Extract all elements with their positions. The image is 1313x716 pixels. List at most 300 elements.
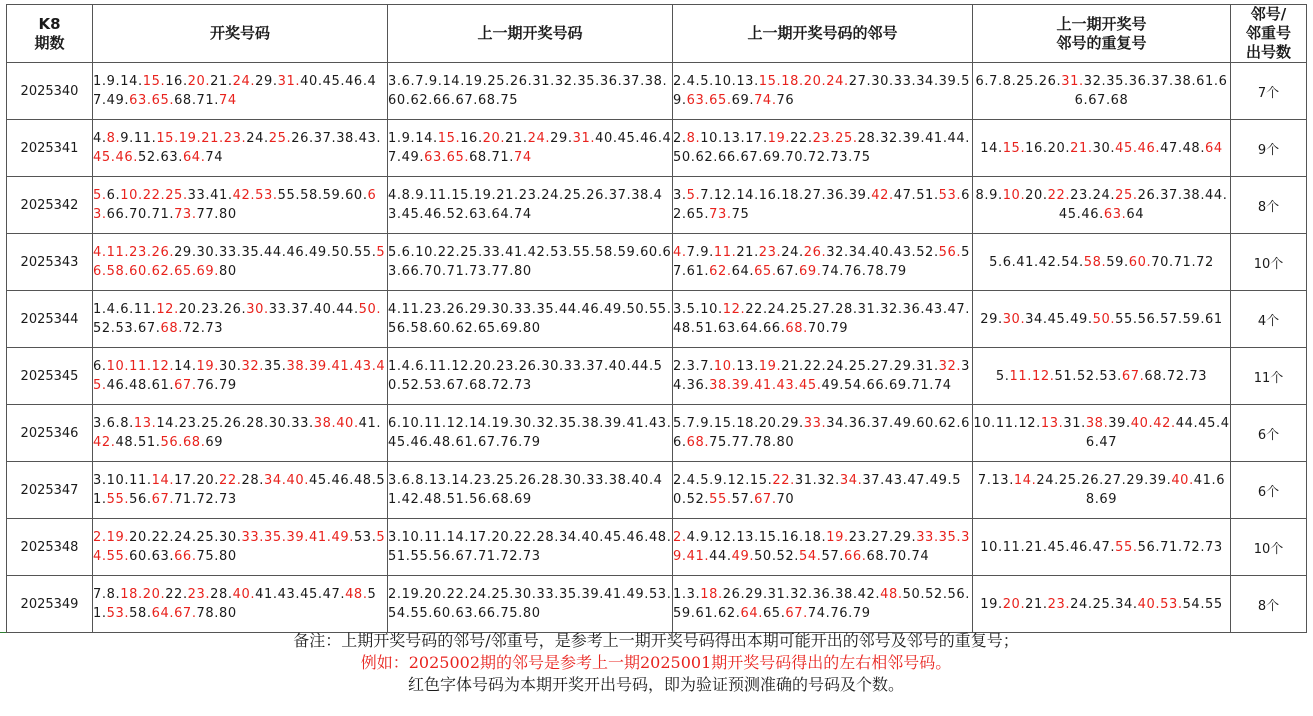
separator: .	[200, 321, 206, 336]
separator: .	[317, 188, 323, 203]
neighbors-number: 57	[821, 549, 840, 564]
draw-number: 44	[264, 245, 282, 260]
separator: .	[214, 245, 220, 260]
separator: .	[477, 131, 483, 146]
neighbors-number: 29	[745, 587, 763, 602]
separator: .	[621, 302, 627, 317]
neighbors-number: 69	[888, 378, 907, 393]
separator: .	[799, 530, 804, 545]
prev-number: 2	[388, 587, 397, 602]
draw-number: 50	[358, 302, 377, 317]
separator: .	[754, 416, 759, 431]
prev-number: 35	[559, 416, 577, 431]
draw-number: 38	[313, 416, 332, 431]
prev-cell	[388, 576, 673, 633]
neighbors-number: 34	[848, 245, 867, 260]
separator: .	[626, 359, 632, 374]
repeat-number: 53	[1099, 368, 1118, 384]
repeat-number: 31	[1063, 416, 1082, 431]
separator: .	[771, 93, 777, 108]
separator: .	[1099, 473, 1104, 488]
separator: .	[509, 416, 515, 431]
separator: .	[695, 416, 701, 431]
separator: .	[1146, 254, 1152, 270]
separator: .	[1155, 188, 1161, 203]
separator: .	[227, 74, 233, 89]
draw-number: 26	[291, 131, 309, 146]
separator: .	[169, 359, 175, 374]
draw-number: 56	[160, 435, 179, 450]
separator: .	[648, 188, 654, 203]
neighbors-number: 49	[929, 473, 948, 488]
separator: .	[861, 378, 867, 393]
separator: .	[304, 245, 309, 260]
neighbors-number: 62	[938, 416, 957, 431]
draw-number: 7	[93, 587, 102, 602]
repeat-number: 72	[1166, 368, 1185, 384]
separator: .	[704, 207, 710, 222]
separator: .	[681, 74, 687, 89]
separator: .	[821, 359, 827, 374]
separator: .	[731, 359, 737, 374]
separator: .	[410, 359, 416, 374]
separator: .	[695, 473, 701, 488]
separator: .	[340, 74, 346, 89]
separator: .	[396, 530, 402, 545]
separator: .	[518, 321, 523, 336]
prev-number: 55	[410, 606, 429, 621]
count-cell: 7个	[1231, 63, 1307, 120]
separator: .	[419, 302, 425, 317]
separator: .	[771, 549, 777, 564]
repeat-number: 73	[1205, 539, 1223, 555]
draw-number: 11	[133, 131, 152, 146]
draw-number: 26	[223, 302, 242, 317]
separator: .	[1177, 140, 1183, 156]
draw-cell	[93, 234, 388, 291]
separator: .	[196, 302, 202, 317]
separator: .	[550, 74, 555, 89]
separator: .	[214, 606, 220, 621]
neighbors-number: 50	[902, 587, 921, 602]
draw-number: 30	[268, 416, 287, 431]
neighbors-number: 9	[713, 473, 723, 488]
separator: .	[101, 207, 107, 222]
prev-number: 10	[415, 245, 433, 260]
separator: .	[735, 321, 741, 336]
draw-number: 41	[210, 188, 228, 203]
repeat-number: 54	[1061, 254, 1080, 270]
repeat-number: 29	[1126, 473, 1145, 488]
count-cell: 4个	[1231, 291, 1307, 348]
prev-number: 55	[410, 549, 429, 564]
separator: .	[428, 549, 433, 564]
neighbors-number: 32	[880, 302, 898, 317]
separator: .	[1184, 368, 1190, 384]
separator: .	[1054, 473, 1059, 488]
separator: .	[1132, 311, 1138, 327]
separator: .	[1191, 74, 1197, 89]
separator: .	[857, 473, 863, 488]
draw-number: 48	[353, 473, 372, 488]
period-cell: 2025346	[7, 405, 93, 462]
neighbors-number: 13	[736, 74, 755, 89]
neighbors-number: 73	[830, 150, 849, 165]
separator: .	[603, 188, 609, 203]
prev-number: 49	[626, 587, 645, 602]
neighbors-number: 61	[686, 264, 705, 279]
separator: .	[146, 264, 152, 279]
separator: .	[1155, 596, 1161, 612]
neighbors-number: 75	[852, 150, 871, 165]
separator: .	[514, 188, 519, 203]
separator: .	[326, 245, 332, 260]
separator: .	[410, 74, 416, 89]
neighbors-number: 36	[826, 188, 844, 203]
repeat-number: 67	[1088, 93, 1106, 108]
prev-number: 34	[559, 530, 577, 545]
repeat-number: 40	[1171, 473, 1190, 488]
neighbors-number: 14	[736, 188, 755, 203]
separator: .	[1110, 140, 1116, 156]
separator: .	[326, 473, 332, 488]
repeat-number: 20	[1025, 188, 1043, 203]
repeat-number: 72	[1182, 539, 1201, 555]
neighbors-number: 31	[767, 587, 786, 602]
separator: .	[464, 264, 470, 279]
neighbors-number: 62	[717, 606, 736, 621]
separator: .	[888, 359, 894, 374]
header-draw: 开奖号码	[93, 5, 388, 63]
separator: .	[726, 549, 732, 564]
separator: .	[1177, 539, 1183, 555]
separator: .	[933, 359, 939, 374]
neighbors-cell	[673, 291, 973, 348]
draw-number: 43	[358, 131, 377, 146]
neighbors-number: 21	[736, 245, 755, 260]
neighbors-number: 49	[893, 416, 912, 431]
prev-number: 37	[622, 74, 641, 89]
draw-number: 20	[129, 530, 147, 545]
separator: .	[559, 188, 564, 203]
prev-number: 20	[491, 530, 510, 545]
repeat-number: 8	[975, 188, 985, 203]
separator: .	[151, 131, 157, 146]
neighbors-number: 5	[673, 416, 682, 431]
draw-number: 12	[156, 302, 175, 317]
separator: .	[603, 473, 609, 488]
separator: .	[599, 530, 604, 545]
separator: .	[473, 321, 478, 336]
separator: .	[880, 473, 885, 488]
separator: .	[133, 321, 138, 336]
separator: .	[866, 530, 872, 545]
separator: .	[1065, 596, 1071, 612]
separator: .	[441, 378, 447, 393]
separator: .	[419, 207, 425, 222]
separator: .	[776, 188, 782, 203]
neighbors-number: 27	[871, 359, 889, 374]
neighbors-number: 43	[884, 473, 903, 488]
draw-number: 23	[201, 302, 220, 317]
prev-number: 11	[424, 416, 442, 431]
separator: .	[146, 378, 152, 393]
separator: .	[473, 93, 478, 108]
neighbors-number: 52	[686, 492, 705, 507]
separator: .	[749, 435, 755, 450]
separator: .	[137, 74, 143, 89]
separator: .	[115, 416, 121, 431]
separator: .	[635, 245, 641, 260]
separator: .	[450, 93, 456, 108]
prev-number: 24	[541, 188, 559, 203]
repeat-number: 68	[1085, 473, 1226, 507]
neighbors-number: 74	[807, 606, 826, 621]
separator: .	[754, 359, 759, 374]
draw-number: 43	[353, 359, 372, 374]
neighbors-number: 21	[781, 359, 800, 374]
separator: .	[214, 93, 220, 108]
separator: .	[110, 435, 116, 450]
prev-number: 68	[477, 93, 496, 108]
draw-number: 68	[160, 321, 179, 336]
neighbors-number: 43	[776, 378, 795, 393]
neighbors-number: 36	[848, 416, 867, 431]
draw-number: 23	[129, 245, 147, 260]
prev-number: 11	[428, 359, 447, 374]
draw-number: 14	[120, 74, 138, 89]
separator: .	[304, 530, 309, 545]
draw-number: 11	[133, 302, 152, 317]
separator: .	[396, 264, 402, 279]
separator: .	[1144, 473, 1149, 488]
prev-number: 20	[473, 359, 492, 374]
separator: .	[205, 587, 211, 602]
repeat-number: 36	[1128, 74, 1147, 89]
separator: .	[666, 587, 672, 602]
separator: .	[146, 606, 152, 621]
separator: .	[572, 74, 578, 89]
prev-number: 14	[415, 131, 433, 146]
separator: .	[191, 549, 197, 564]
header-period: K8 期数	[7, 5, 93, 63]
note-line-2: 例如：2025002期的邻号是参考上一期2025001期开奖号码得出的左右相邻号码。	[360, 653, 952, 672]
draw-number: 56	[129, 492, 147, 507]
separator: .	[599, 302, 604, 317]
separator: .	[151, 416, 157, 431]
separator: .	[785, 131, 791, 146]
separator: .	[704, 549, 710, 564]
repeat-number: 52	[1076, 368, 1095, 384]
separator: .	[205, 188, 211, 203]
neighbors-number: 24	[781, 245, 800, 260]
neighbors-number: 22	[803, 359, 822, 374]
separator: .	[146, 549, 152, 564]
neighbors-number: 62	[695, 150, 714, 165]
prev-number: 39	[581, 587, 600, 602]
draw-number: 63	[129, 93, 147, 108]
separator: .	[1072, 368, 1077, 384]
table-row	[7, 462, 1307, 519]
separator: .	[371, 359, 377, 374]
separator: .	[1191, 254, 1197, 270]
separator: .	[731, 530, 737, 545]
separator: .	[419, 378, 425, 393]
separator: .	[1079, 74, 1084, 89]
draw-number: 67	[151, 492, 170, 507]
separator: .	[169, 492, 175, 507]
separator: .	[776, 359, 782, 374]
separator: .	[1117, 368, 1122, 384]
neighbors-number: 39	[902, 131, 921, 146]
prev-number: 40	[581, 530, 600, 545]
neighbors-number: 29	[893, 359, 912, 374]
prev-number: 63	[424, 150, 442, 165]
separator: .	[1042, 311, 1048, 327]
prev-number: 31	[572, 131, 591, 146]
prev-number: 53	[424, 378, 442, 393]
separator: .	[486, 492, 492, 507]
separator: .	[771, 264, 777, 279]
draw-cell	[93, 291, 388, 348]
neighbors-number: 41	[754, 378, 772, 393]
separator: .	[933, 530, 939, 545]
separator: .	[353, 416, 359, 431]
prev-number: 69	[500, 321, 519, 336]
period-cell: 2025345	[7, 348, 93, 405]
separator: .	[1146, 74, 1152, 89]
separator: .	[595, 74, 600, 89]
separator: .	[640, 74, 645, 89]
separator: .	[205, 74, 211, 89]
separator: .	[169, 207, 175, 222]
separator: .	[1200, 311, 1206, 327]
neighbors-number: 9	[700, 245, 710, 260]
repeat-number: 16	[1025, 140, 1043, 156]
separator: .	[776, 416, 782, 431]
separator: .	[897, 302, 903, 317]
separator: .	[146, 359, 152, 374]
separator: .	[576, 530, 582, 545]
separator: .	[362, 74, 368, 89]
separator: .	[264, 131, 269, 146]
neighbors-number: 48	[880, 587, 898, 602]
draw-cell	[93, 348, 388, 405]
separator: .	[771, 378, 777, 393]
separator: .	[101, 188, 107, 203]
separator: .	[473, 435, 478, 450]
separator: .	[1103, 416, 1109, 431]
neighbors-number: 15	[758, 74, 777, 89]
neighbors-number: 18	[781, 188, 800, 203]
neighbors-number: 49	[821, 378, 840, 393]
prev-number: 58	[410, 321, 429, 336]
draw-number: 40	[313, 302, 332, 317]
prev-number: 69	[514, 492, 532, 507]
repeat-number: 5	[989, 254, 998, 270]
repeat-number: 48	[1182, 140, 1201, 156]
prev-number: 13	[428, 473, 447, 488]
neighbors-number: 23	[848, 530, 867, 545]
neighbors-number: 17	[745, 131, 763, 146]
draw-number: 51	[93, 587, 377, 621]
separator: .	[531, 416, 537, 431]
prev-number: 52	[401, 378, 420, 393]
separator: .	[1036, 416, 1041, 431]
prev-number: 14	[469, 416, 487, 431]
repeat-cell	[973, 63, 1231, 120]
separator: .	[576, 587, 582, 602]
separator: .	[464, 587, 470, 602]
separator: .	[1031, 473, 1037, 488]
separator: .	[241, 416, 247, 431]
repeat-number: 31	[1061, 74, 1080, 89]
separator: .	[621, 530, 627, 545]
repeat-number: 51	[1054, 368, 1073, 384]
prev-number: 33	[586, 473, 604, 488]
separator: .	[446, 359, 452, 374]
separator: .	[1121, 473, 1127, 488]
neighbors-number: 2	[673, 359, 682, 374]
repeat-number: 14	[1013, 473, 1032, 488]
separator: .	[956, 359, 962, 374]
draw-number: 41	[358, 416, 377, 431]
separator: .	[717, 587, 723, 602]
draw-number: 21	[210, 74, 228, 89]
neighbors-number: 67	[754, 492, 772, 507]
separator: .	[410, 188, 416, 203]
separator: .	[844, 74, 849, 89]
separator: .	[182, 188, 188, 203]
separator: .	[1099, 207, 1104, 222]
neighbors-number: 28	[857, 131, 876, 146]
separator: .	[410, 245, 416, 260]
table-row	[7, 177, 1307, 234]
prev-number: 79	[522, 435, 541, 450]
neighbors-number: 11	[713, 245, 732, 260]
separator: .	[419, 492, 425, 507]
neighbors-number: 22	[790, 131, 808, 146]
separator: .	[115, 74, 121, 89]
draw-number: 55	[353, 245, 372, 260]
draw-number: 61	[151, 378, 170, 393]
separator: .	[182, 587, 188, 602]
neighbors-number: 26	[803, 245, 822, 260]
neighbors-number: 70	[888, 549, 907, 564]
prev-number: 46	[640, 131, 658, 146]
repeat-number: 68	[1144, 368, 1163, 384]
neighbors-number: 25	[790, 302, 808, 317]
prev-number: 16	[460, 131, 478, 146]
separator: .	[1110, 539, 1116, 555]
separator: .	[1042, 188, 1048, 203]
neighbors-number: 4	[686, 530, 696, 545]
prev-number: 25	[460, 245, 478, 260]
neighbors-number: 29	[781, 416, 800, 431]
separator: .	[848, 150, 853, 165]
prev-number: 35	[536, 302, 555, 317]
separator: .	[518, 435, 523, 450]
draw-cell	[93, 462, 388, 519]
prev-number: 25	[496, 473, 515, 488]
separator: .	[441, 416, 447, 431]
neighbors-number: 5	[700, 473, 710, 488]
separator: .	[495, 93, 501, 108]
prev-number: 35	[559, 587, 577, 602]
neighbors-number: 34	[916, 74, 934, 89]
draw-number: 4	[93, 245, 102, 260]
prev-number: 76	[500, 435, 519, 450]
